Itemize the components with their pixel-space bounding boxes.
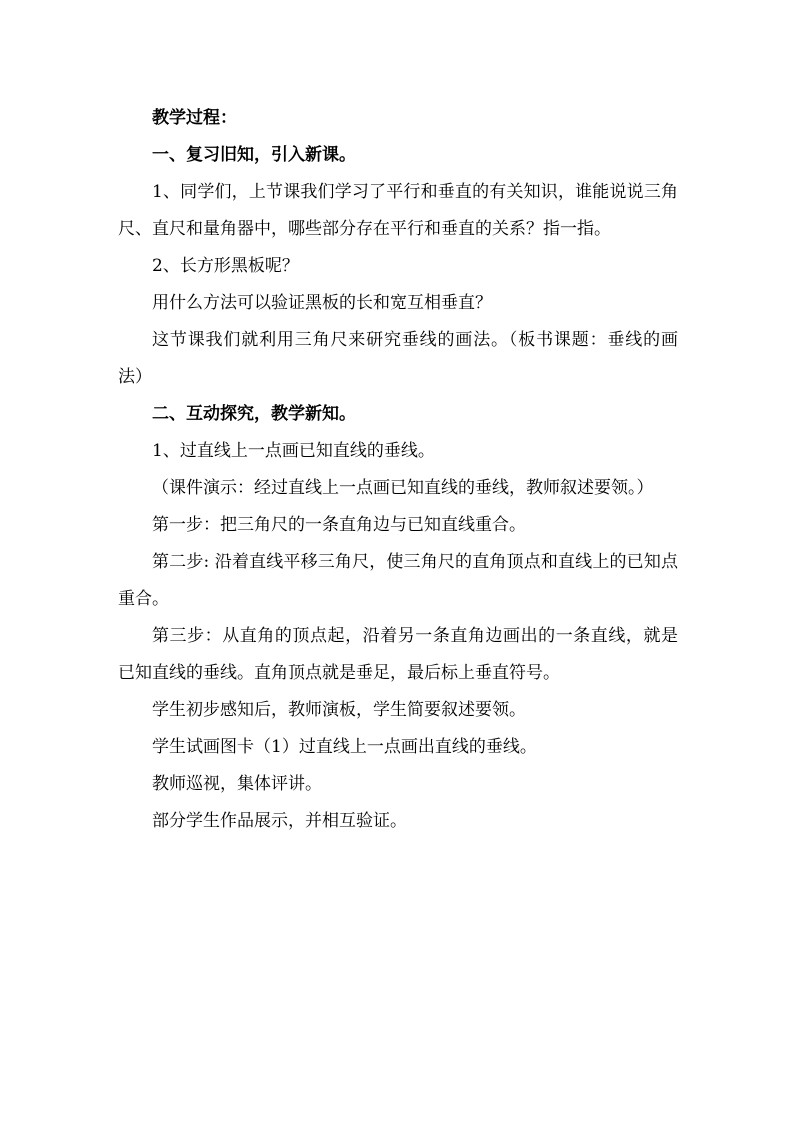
paragraph-step-3: 第三步：从直角的顶点起，沿着另一条直角边画出的一条直线，就是已知直线的垂线。直角顶点就是垂足，最后标上垂直符号。 bbox=[118, 626, 678, 683]
paragraph-lesson-intro: 这节课我们就利用三角尺来研究垂线的画法。（板书课题：垂线的画法） bbox=[118, 330, 678, 387]
paragraph-teacher-review: 教师巡视，集体评讲。 bbox=[152, 774, 322, 794]
paragraph-blackboard-question: 2、长方形黑板呢？ bbox=[152, 256, 299, 276]
paragraph-step-2: 第二步: 沿着直线平移三角尺，使三角尺的直角顶点和直线上的已知点重合。 bbox=[118, 552, 678, 609]
paragraph-topic-1: 1、过直线上一点画已知直线的垂线。 bbox=[152, 441, 435, 461]
paragraph-work-display: 部分学生作品展示，并相互验证。 bbox=[152, 811, 407, 831]
paragraph-review-question: 1、同学们，上节课我们学习了平行和垂直的有关知识，谁能说说三角尺、直尺和量角器中，哪些部分存在平行和垂直的关系？指一指。 bbox=[118, 182, 678, 239]
section-1-title: 一、复习旧知，引入新课。 bbox=[152, 145, 356, 165]
paragraph-teacher-demo: 学生初步感知后，教师演板，学生简要叙述要领。 bbox=[152, 700, 526, 720]
section-heading: 教学过程： bbox=[152, 108, 237, 128]
paragraph-courseware-demo: （课件演示：经过直线上一点画已知直线的垂线，教师叙述要领。） bbox=[152, 478, 654, 498]
section-2-title: 二、互动探究，教学新知。 bbox=[152, 404, 356, 424]
paragraph-step-1: 第一步：把三角尺的一条直角边与已知直线重合。 bbox=[152, 515, 526, 535]
paragraph-student-practice: 学生试画图卡（1）过直线上一点画出直线的垂线。 bbox=[152, 737, 537, 757]
document-page bbox=[118, 100, 678, 840]
paragraph-verify-question: 用什么方法可以验证黑板的长和宽互相垂直？ bbox=[152, 293, 492, 313]
